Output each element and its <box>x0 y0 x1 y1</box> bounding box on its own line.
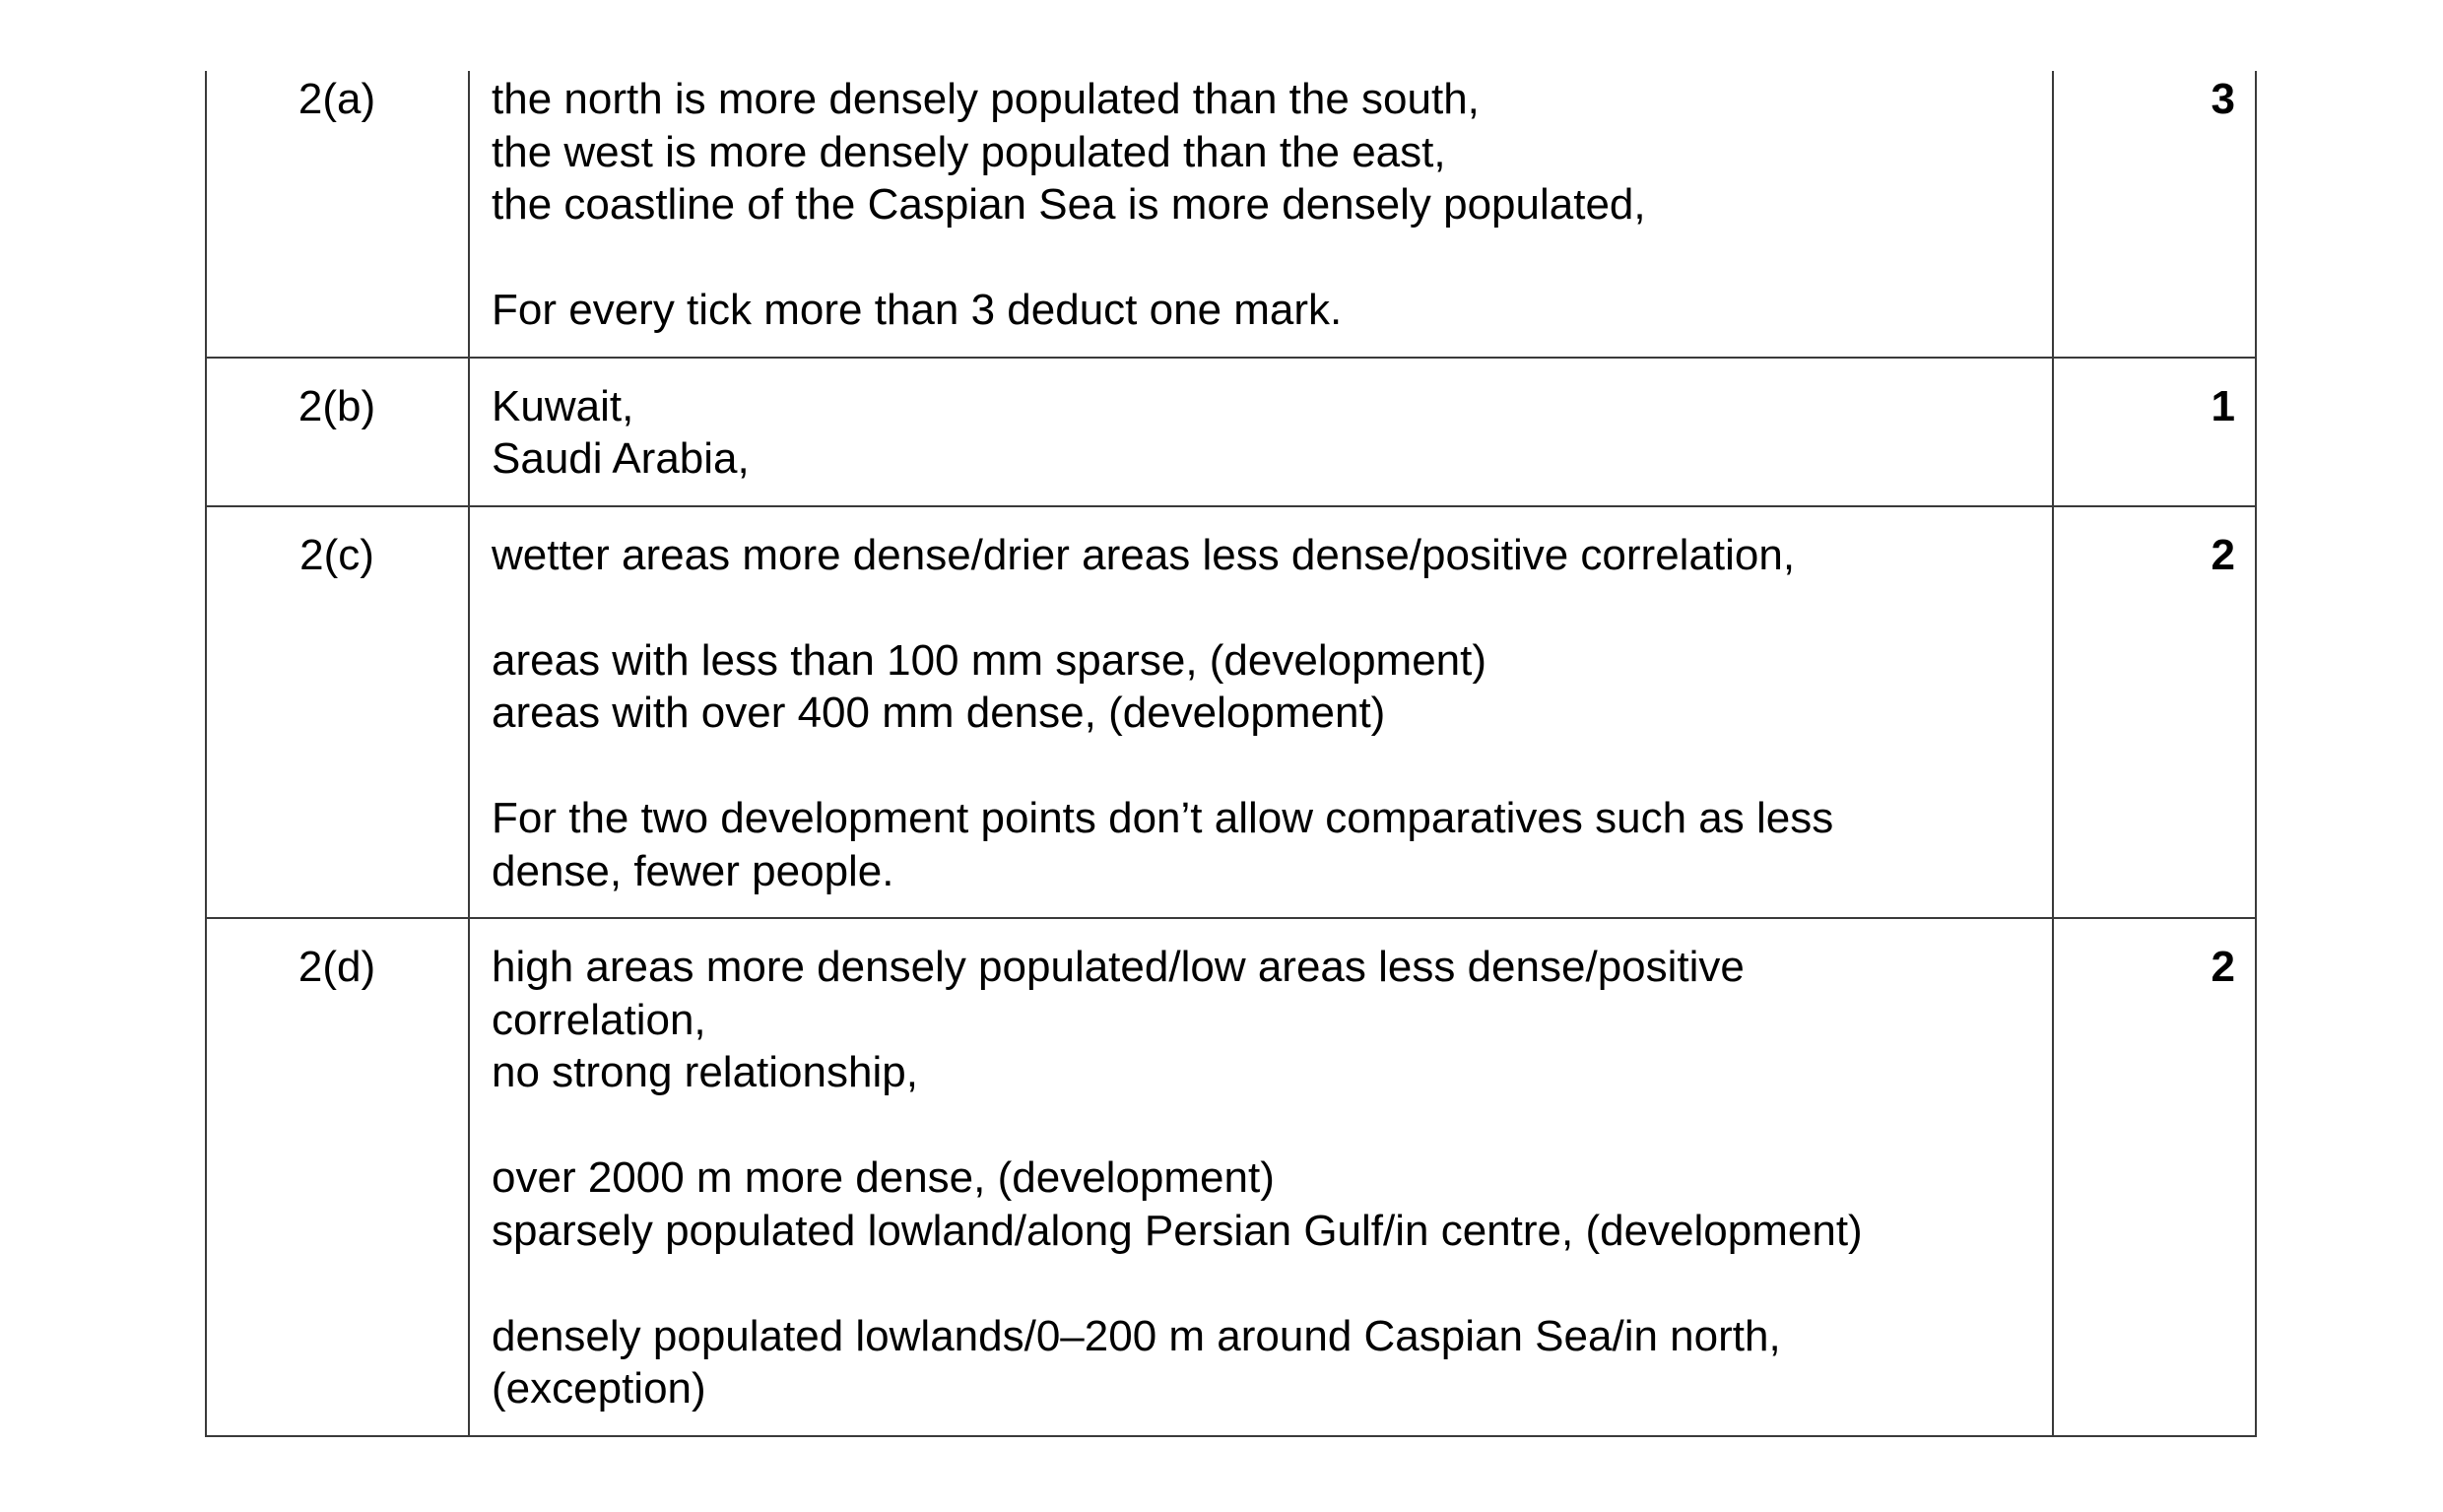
answer-line: no strong relationship, <box>492 1048 918 1096</box>
answer-paragraph <box>492 792 2032 897</box>
answer-line: (exception) <box>492 1364 706 1413</box>
answer-cell <box>469 71 2053 358</box>
answer-line: sparsely populated lowland/along Persian Gulf/in centre, (development) <box>492 1206 1863 1255</box>
marks-value: 1 <box>2053 358 2256 506</box>
answer-line: high areas more densely populated/low areas less dense/positive <box>492 943 1745 991</box>
answer-line: dense, fewer people. <box>492 846 894 895</box>
marks-value: 2 <box>2053 506 2256 919</box>
answer-line: the west is more densely populated than the east, <box>492 127 1446 176</box>
answer-paragraph <box>492 941 2032 1099</box>
marks-value: 2 <box>2053 918 2256 1436</box>
answer-line: over 2000 m more dense, (development) <box>492 1153 1275 1202</box>
table-row <box>206 71 2256 358</box>
answer-paragraph <box>492 284 2032 337</box>
mark-scheme-table <box>205 71 2257 1437</box>
answer-line: areas with less than 100 mm sparse, (development) <box>492 635 1487 685</box>
answer-paragraph <box>492 73 2032 231</box>
answer-paragraph <box>492 380 2032 486</box>
question-number: 2(d) <box>206 918 469 1436</box>
answer-line: Kuwait, <box>492 381 634 430</box>
answer-paragraph <box>492 634 2032 740</box>
question-number: 2(b) <box>206 358 469 506</box>
answer-line: correlation, <box>492 995 706 1044</box>
answer-line: For every tick more than 3 deduct one mark. <box>492 286 1343 334</box>
answer-line: For the two development points don’t allow comparatives such as less <box>492 794 1834 842</box>
answer-line: wetter areas more dense/drier areas less dense/positive correlation, <box>492 530 1796 579</box>
answer-cell <box>469 358 2053 506</box>
marks-value: 3 <box>2053 71 2256 358</box>
table-row <box>206 918 2256 1436</box>
answer-cell <box>469 506 2053 919</box>
answer-paragraph <box>492 1310 2032 1415</box>
answer-paragraph <box>492 529 2032 582</box>
table-row <box>206 358 2256 506</box>
answer-line: the coastline of the Caspian Sea is more densely populated, <box>492 180 1646 229</box>
question-number: 2(a) <box>206 71 469 358</box>
table-row <box>206 506 2256 919</box>
answer-cell <box>469 918 2053 1436</box>
answer-line: Saudi Arabia, <box>492 434 750 483</box>
answer-line: areas with over 400 mm dense, (development) <box>492 689 1386 737</box>
answer-line: the north is more densely populated than the south, <box>492 75 1480 123</box>
question-number: 2(c) <box>206 506 469 919</box>
answer-line: densely populated lowlands/0–200 m around Caspian Sea/in north, <box>492 1311 1781 1360</box>
answer-paragraph <box>492 1151 2032 1257</box>
